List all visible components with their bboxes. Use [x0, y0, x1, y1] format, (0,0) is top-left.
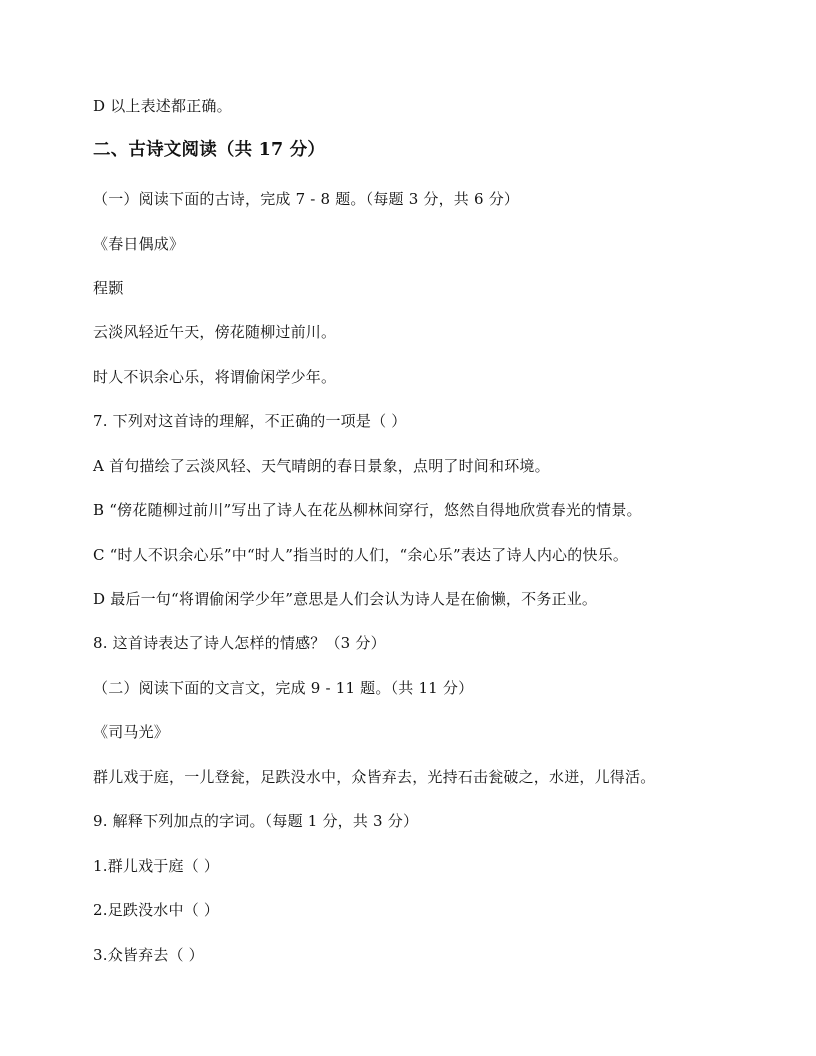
question-9-item-2: 2.足跌没水中（ ）: [93, 901, 220, 919]
prose-text: 群儿戏于庭，一儿登瓮，足跌没水中，众皆弃去，光持石击瓮破之，水迸，儿得活。: [93, 768, 656, 786]
section-heading: 二、古诗文阅读（共 17 分）: [93, 140, 326, 160]
question-7-option-a: A 首句描绘了云淡风轻、天气晴朗的春日景象，点明了时间和环境。: [93, 457, 550, 475]
question-9: 9. 解释下列加点的字词。（每题 1 分，共 3 分）: [93, 812, 419, 830]
question-8: 8. 这首诗表达了诗人怎样的情感？（3 分）: [93, 634, 386, 652]
question-7-option-b: B “傍花随柳过前川”写出了诗人在花丛柳林间穿行，悠然自得地欣赏春光的情景。: [93, 501, 642, 519]
prose-title: 《司马光》: [93, 723, 170, 741]
option-d-prev: D 以上表述都正确。: [93, 97, 232, 115]
question-9-item-3: 3.众皆弃去（ ）: [93, 946, 204, 964]
question-7: 7. 下列对这首诗的理解，不正确的一项是（ ）: [93, 412, 407, 430]
question-7-option-d: D 最后一句“将谓偷闲学少年”意思是人们会认为诗人是在偷懒，不务正业。: [93, 590, 598, 608]
subsection-intro-prose: （二）阅读下面的文言文，完成 9 - 11 题。（共 11 分）: [93, 679, 474, 697]
question-7-option-c: C “时人不识余心乐”中“时人”指当时的人们，“余心乐”表达了诗人内心的快乐。: [93, 546, 629, 564]
subsection-intro-poem: （一）阅读下面的古诗，完成 7 - 8 题。（每题 3 分，共 6 分）: [93, 190, 520, 208]
poem-line-2: 时人不识余心乐，将谓偷闲学少年。: [93, 368, 337, 386]
question-9-item-1: 1.群儿戏于庭（ ）: [93, 857, 220, 875]
poem-author: 程颢: [93, 279, 124, 297]
poem-title: 《春日偶成》: [93, 235, 185, 253]
poem-line-1: 云淡风轻近午天，傍花随柳过前川。: [93, 323, 337, 341]
